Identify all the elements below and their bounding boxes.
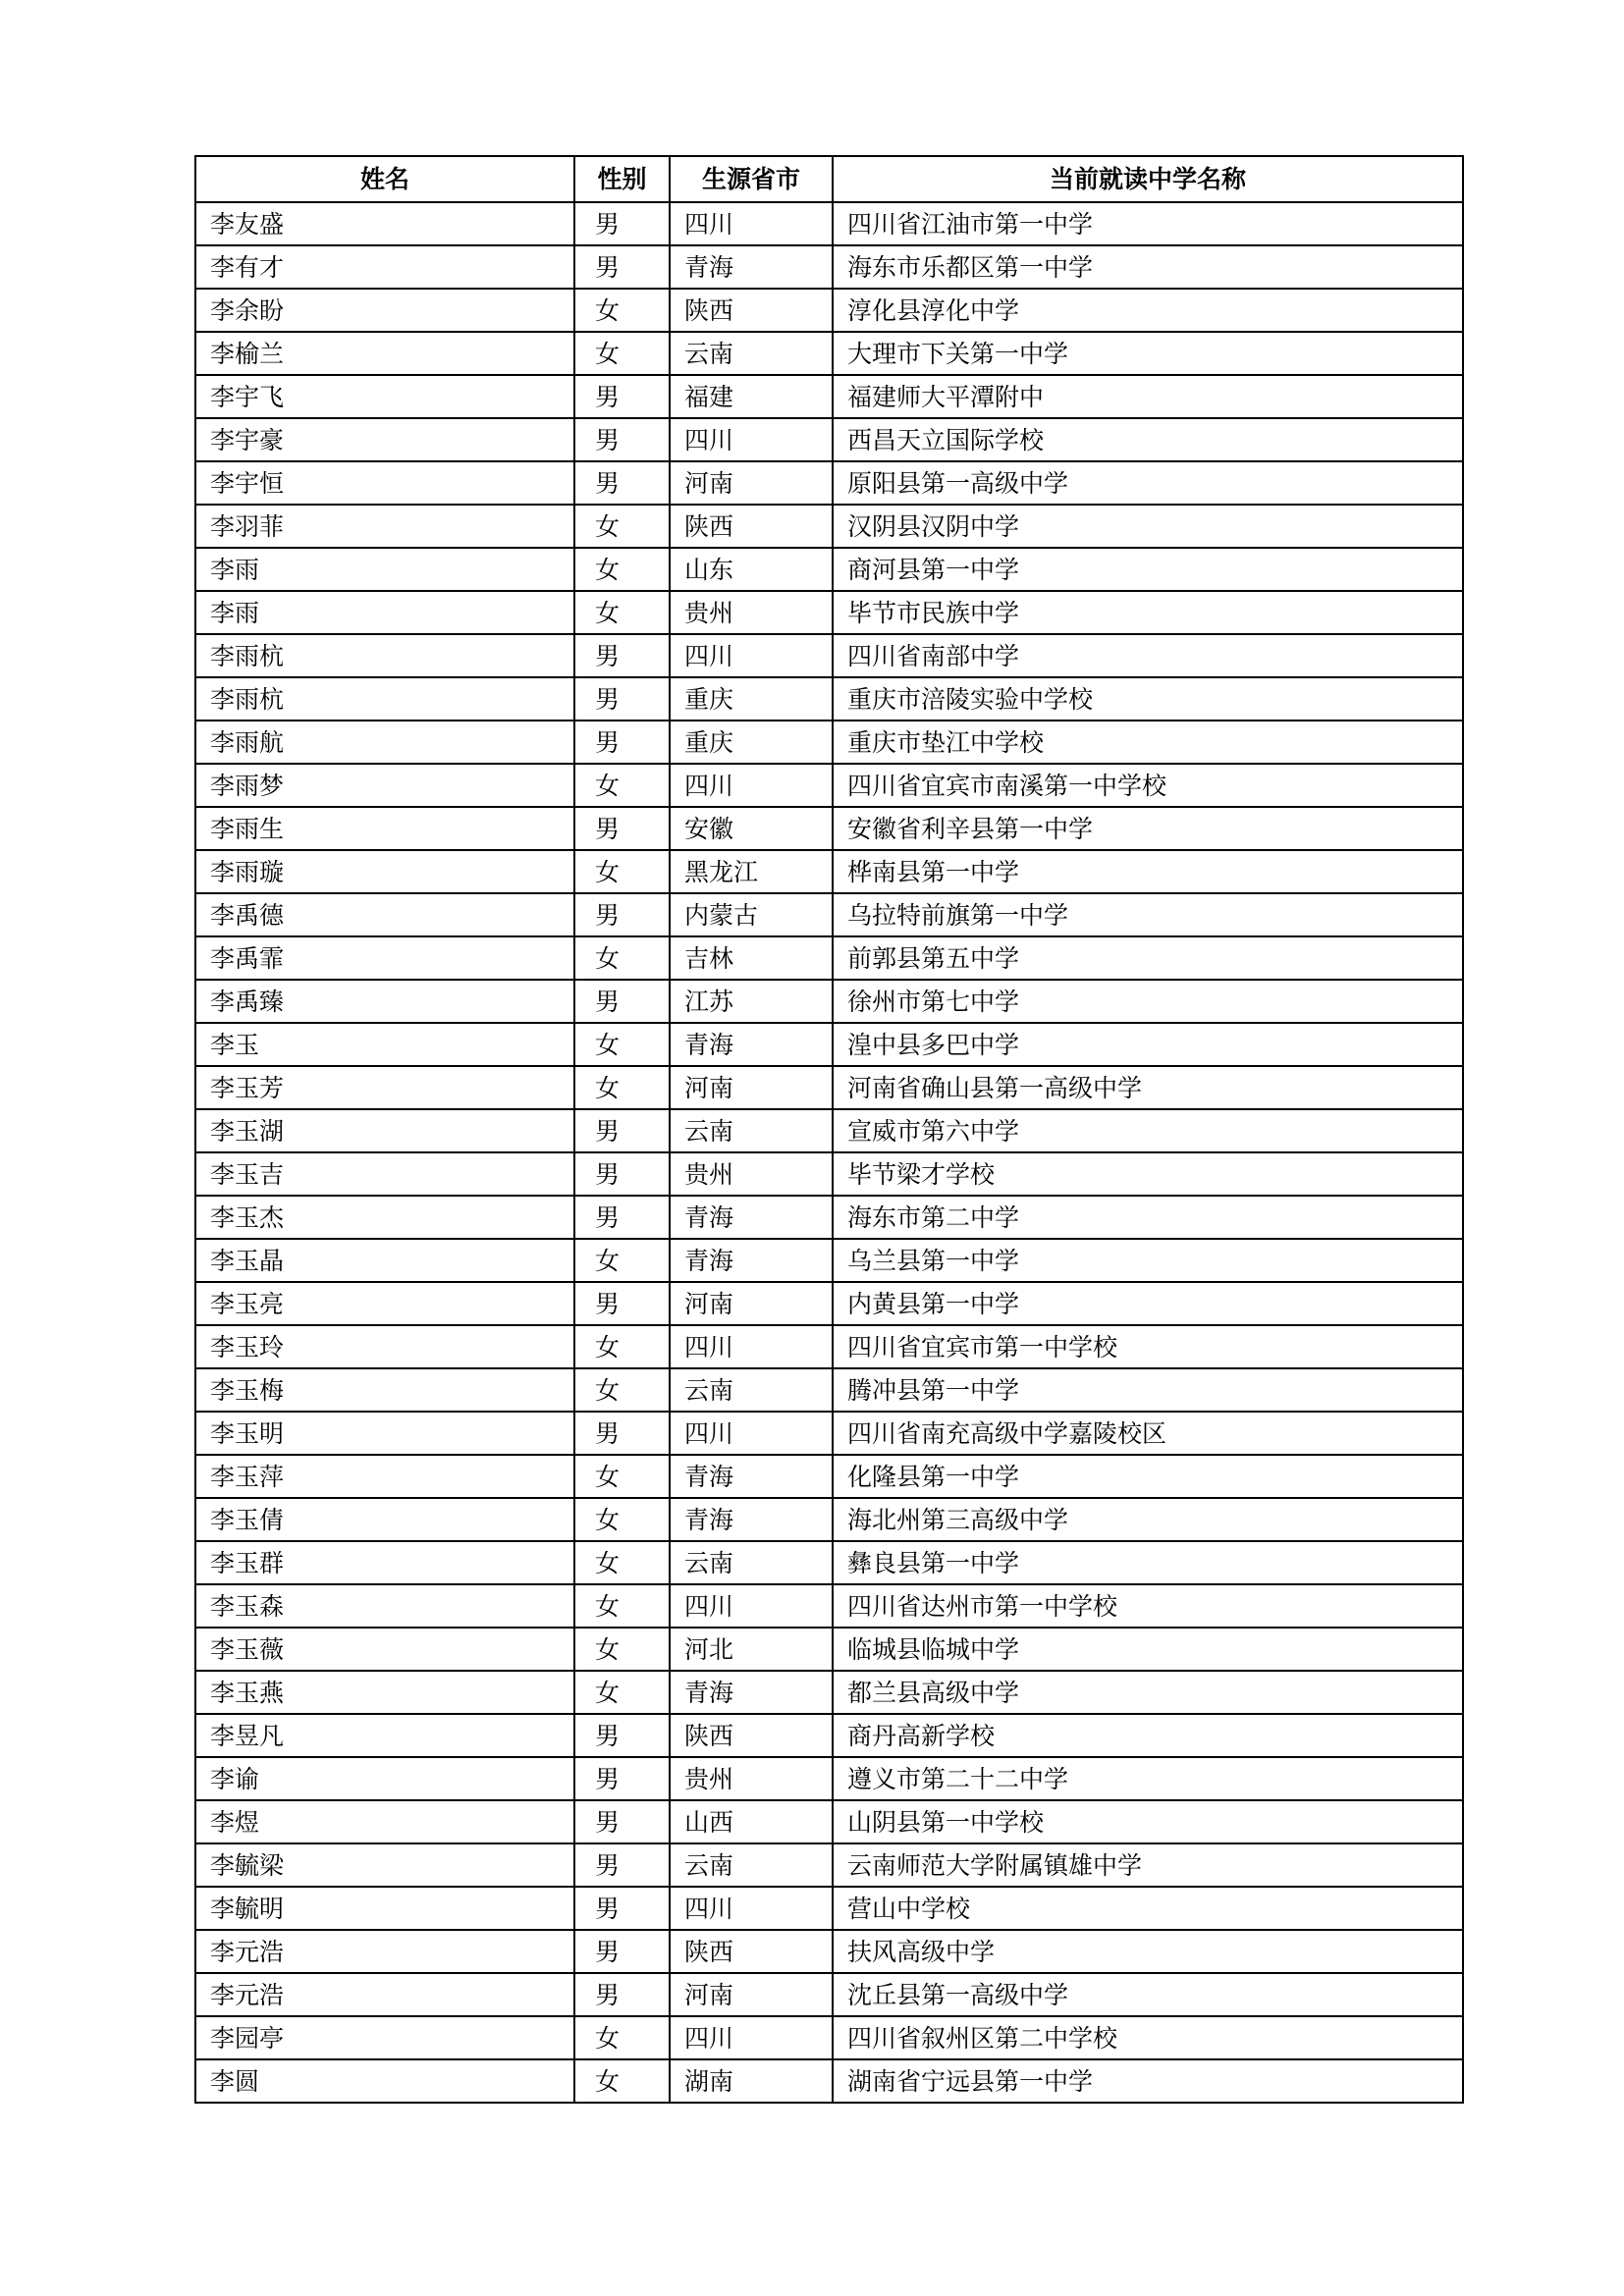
table-row xyxy=(195,1066,1463,1109)
cell-province: 重庆 xyxy=(670,677,833,721)
cell-province: 青海 xyxy=(670,1498,833,1541)
cell-gender: 男 xyxy=(574,1843,670,1887)
cell-province: 内蒙古 xyxy=(670,893,833,936)
cell-province: 安徽 xyxy=(670,807,833,850)
cell-school: 化隆县第一中学 xyxy=(833,1455,1463,1498)
cell-gender: 男 xyxy=(574,1757,670,1800)
cell-province: 陕西 xyxy=(670,289,833,332)
cell-gender: 男 xyxy=(574,893,670,936)
cell-school: 云南师范大学附属镇雄中学 xyxy=(833,1843,1463,1887)
table-row xyxy=(195,548,1463,591)
cell-school: 四川省宜宾市南溪第一中学校 xyxy=(833,764,1463,807)
cell-gender: 女 xyxy=(574,936,670,980)
cell-school: 桦南县第一中学 xyxy=(833,850,1463,893)
cell-school: 沈丘县第一高级中学 xyxy=(833,1973,1463,2016)
cell-school: 毕节梁才学校 xyxy=(833,1152,1463,1196)
cell-school: 海东市第二中学 xyxy=(833,1196,1463,1239)
cell-gender: 男 xyxy=(574,677,670,721)
cell-province: 陕西 xyxy=(670,1714,833,1757)
cell-gender: 女 xyxy=(574,1066,670,1109)
cell-school: 汉阴县汉阴中学 xyxy=(833,505,1463,548)
table-row xyxy=(195,332,1463,375)
cell-school: 四川省南部中学 xyxy=(833,634,1463,677)
cell-school: 原阳县第一高级中学 xyxy=(833,461,1463,505)
cell-name: 李宇豪 xyxy=(195,418,574,461)
cell-school: 乌兰县第一中学 xyxy=(833,1239,1463,1282)
cell-gender: 女 xyxy=(574,850,670,893)
table-row xyxy=(195,1887,1463,1930)
table-row xyxy=(195,1541,1463,1584)
cell-name: 李园亭 xyxy=(195,2016,574,2059)
cell-school: 四川省南充高级中学嘉陵校区 xyxy=(833,1412,1463,1455)
cell-province: 四川 xyxy=(670,1412,833,1455)
cell-school: 商丹高新学校 xyxy=(833,1714,1463,1757)
cell-name: 李友盛 xyxy=(195,202,574,245)
cell-name: 李雨杭 xyxy=(195,677,574,721)
cell-province: 山西 xyxy=(670,1800,833,1843)
cell-province: 陕西 xyxy=(670,1930,833,1973)
cell-name: 李煜 xyxy=(195,1800,574,1843)
cell-name: 李有才 xyxy=(195,245,574,289)
table-row xyxy=(195,1628,1463,1671)
table-row xyxy=(195,289,1463,332)
cell-gender: 男 xyxy=(574,721,670,764)
cell-gender: 女 xyxy=(574,1671,670,1714)
cell-gender: 女 xyxy=(574,1498,670,1541)
cell-school: 扶风高级中学 xyxy=(833,1930,1463,1973)
cell-province: 山东 xyxy=(670,548,833,591)
cell-gender: 女 xyxy=(574,591,670,634)
cell-school: 乌拉特前旗第一中学 xyxy=(833,893,1463,936)
table-row xyxy=(195,1800,1463,1843)
table-row xyxy=(195,505,1463,548)
table-row xyxy=(195,375,1463,418)
cell-name: 李禹德 xyxy=(195,893,574,936)
table-row xyxy=(195,634,1463,677)
cell-province: 河北 xyxy=(670,1628,833,1671)
cell-province: 云南 xyxy=(670,1843,833,1887)
cell-province: 重庆 xyxy=(670,721,833,764)
table-row xyxy=(195,591,1463,634)
cell-gender: 女 xyxy=(574,289,670,332)
cell-gender: 女 xyxy=(574,1455,670,1498)
cell-school: 徐州市第七中学 xyxy=(833,980,1463,1023)
cell-gender: 男 xyxy=(574,418,670,461)
cell-gender: 女 xyxy=(574,1368,670,1412)
cell-province: 云南 xyxy=(670,1368,833,1412)
table-row xyxy=(195,1325,1463,1368)
cell-name: 李玉倩 xyxy=(195,1498,574,1541)
table-row xyxy=(195,1584,1463,1628)
cell-gender: 女 xyxy=(574,505,670,548)
cell-province: 贵州 xyxy=(670,1757,833,1800)
cell-province: 湖南 xyxy=(670,2059,833,2103)
cell-school: 山阴县第一中学校 xyxy=(833,1800,1463,1843)
cell-gender: 男 xyxy=(574,202,670,245)
cell-province: 青海 xyxy=(670,1239,833,1282)
cell-name: 李玉梅 xyxy=(195,1368,574,1412)
cell-province: 江苏 xyxy=(670,980,833,1023)
cell-gender: 女 xyxy=(574,1628,670,1671)
cell-name: 李玉玲 xyxy=(195,1325,574,1368)
cell-school: 大理市下关第一中学 xyxy=(833,332,1463,375)
cell-school: 湖南省宁远县第一中学 xyxy=(833,2059,1463,2103)
table-row xyxy=(195,677,1463,721)
student-table xyxy=(194,155,1464,2104)
cell-gender: 男 xyxy=(574,1800,670,1843)
header-province: 生源省市 xyxy=(670,156,833,202)
cell-gender: 男 xyxy=(574,1152,670,1196)
cell-gender: 男 xyxy=(574,1973,670,2016)
cell-province: 青海 xyxy=(670,1196,833,1239)
cell-province: 云南 xyxy=(670,1109,833,1152)
cell-gender: 女 xyxy=(574,2016,670,2059)
cell-gender: 男 xyxy=(574,1109,670,1152)
cell-province: 四川 xyxy=(670,634,833,677)
cell-province: 河南 xyxy=(670,461,833,505)
cell-school: 宣威市第六中学 xyxy=(833,1109,1463,1152)
table-row xyxy=(195,1412,1463,1455)
cell-name: 李玉 xyxy=(195,1023,574,1066)
cell-name: 李榆兰 xyxy=(195,332,574,375)
cell-school: 四川省叙州区第二中学校 xyxy=(833,2016,1463,2059)
cell-province: 云南 xyxy=(670,332,833,375)
cell-name: 李玉燕 xyxy=(195,1671,574,1714)
cell-name: 李雨璇 xyxy=(195,850,574,893)
table-row xyxy=(195,850,1463,893)
cell-name: 李玉芳 xyxy=(195,1066,574,1109)
table-row xyxy=(195,807,1463,850)
cell-school: 商河县第一中学 xyxy=(833,548,1463,591)
cell-school: 遵义市第二十二中学 xyxy=(833,1757,1463,1800)
cell-gender: 男 xyxy=(574,1930,670,1973)
cell-province: 河南 xyxy=(670,1973,833,2016)
cell-gender: 男 xyxy=(574,1412,670,1455)
cell-province: 四川 xyxy=(670,202,833,245)
cell-gender: 女 xyxy=(574,1584,670,1628)
cell-school: 福建师大平潭附中 xyxy=(833,375,1463,418)
cell-school: 安徽省利辛县第一中学 xyxy=(833,807,1463,850)
cell-school: 湟中县多巴中学 xyxy=(833,1023,1463,1066)
cell-province: 贵州 xyxy=(670,1152,833,1196)
cell-name: 李玉明 xyxy=(195,1412,574,1455)
cell-school: 海北州第三高级中学 xyxy=(833,1498,1463,1541)
table-row xyxy=(195,980,1463,1023)
cell-province: 青海 xyxy=(670,245,833,289)
cell-school: 重庆市垫江中学校 xyxy=(833,721,1463,764)
cell-gender: 男 xyxy=(574,1887,670,1930)
cell-gender: 女 xyxy=(574,332,670,375)
cell-province: 河南 xyxy=(670,1066,833,1109)
cell-name: 李玉晶 xyxy=(195,1239,574,1282)
cell-name: 李雨航 xyxy=(195,721,574,764)
table-row xyxy=(195,1757,1463,1800)
cell-province: 黑龙江 xyxy=(670,850,833,893)
table-row xyxy=(195,1843,1463,1887)
table-row xyxy=(195,461,1463,505)
cell-province: 青海 xyxy=(670,1671,833,1714)
cell-gender: 男 xyxy=(574,1282,670,1325)
cell-gender: 男 xyxy=(574,634,670,677)
cell-province: 四川 xyxy=(670,418,833,461)
cell-name: 李余盼 xyxy=(195,289,574,332)
cell-name: 李雨生 xyxy=(195,807,574,850)
cell-name: 李雨杭 xyxy=(195,634,574,677)
cell-gender: 男 xyxy=(574,245,670,289)
cell-name: 李玉亮 xyxy=(195,1282,574,1325)
cell-school: 都兰县高级中学 xyxy=(833,1671,1463,1714)
cell-school: 淳化县淳化中学 xyxy=(833,289,1463,332)
table-row xyxy=(195,764,1463,807)
cell-province: 吉林 xyxy=(670,936,833,980)
cell-gender: 男 xyxy=(574,807,670,850)
cell-school: 毕节市民族中学 xyxy=(833,591,1463,634)
cell-name: 李圆 xyxy=(195,2059,574,2103)
cell-name: 李元浩 xyxy=(195,1930,574,1973)
cell-name: 李雨 xyxy=(195,548,574,591)
cell-province: 四川 xyxy=(670,2016,833,2059)
cell-gender: 女 xyxy=(574,764,670,807)
cell-province: 四川 xyxy=(670,1887,833,1930)
header-gender: 性别 xyxy=(574,156,670,202)
cell-province: 陕西 xyxy=(670,505,833,548)
cell-name: 李昱凡 xyxy=(195,1714,574,1757)
cell-name: 李谕 xyxy=(195,1757,574,1800)
cell-name: 李宇恒 xyxy=(195,461,574,505)
header-name: 姓名 xyxy=(195,156,574,202)
table-row xyxy=(195,2059,1463,2103)
cell-name: 李玉薇 xyxy=(195,1628,574,1671)
cell-school: 营山中学校 xyxy=(833,1887,1463,1930)
cell-gender: 男 xyxy=(574,461,670,505)
cell-school: 内黄县第一中学 xyxy=(833,1282,1463,1325)
cell-gender: 男 xyxy=(574,1714,670,1757)
table-row xyxy=(195,1196,1463,1239)
cell-school: 前郭县第五中学 xyxy=(833,936,1463,980)
cell-province: 云南 xyxy=(670,1541,833,1584)
cell-name: 李玉森 xyxy=(195,1584,574,1628)
cell-name: 李玉湖 xyxy=(195,1109,574,1152)
cell-name: 李禹臻 xyxy=(195,980,574,1023)
cell-gender: 女 xyxy=(574,1023,670,1066)
table-row xyxy=(195,1282,1463,1325)
cell-school: 四川省江油市第一中学 xyxy=(833,202,1463,245)
cell-gender: 男 xyxy=(574,980,670,1023)
table-row xyxy=(195,245,1463,289)
cell-province: 青海 xyxy=(670,1023,833,1066)
table-row xyxy=(195,1109,1463,1152)
table-row xyxy=(195,2016,1463,2059)
table-row xyxy=(195,893,1463,936)
cell-gender: 男 xyxy=(574,375,670,418)
cell-school: 重庆市涪陵实验中学校 xyxy=(833,677,1463,721)
table-row xyxy=(195,936,1463,980)
cell-province: 青海 xyxy=(670,1455,833,1498)
cell-province: 四川 xyxy=(670,1325,833,1368)
cell-gender: 女 xyxy=(574,2059,670,2103)
cell-province: 福建 xyxy=(670,375,833,418)
cell-school: 西昌天立国际学校 xyxy=(833,418,1463,461)
cell-gender: 男 xyxy=(574,1196,670,1239)
cell-name: 李毓明 xyxy=(195,1887,574,1930)
cell-gender: 女 xyxy=(574,1325,670,1368)
cell-school: 临城县临城中学 xyxy=(833,1628,1463,1671)
cell-province: 四川 xyxy=(670,1584,833,1628)
cell-school: 彝良县第一中学 xyxy=(833,1541,1463,1584)
table-header-row xyxy=(195,156,1463,202)
table-row xyxy=(195,202,1463,245)
table-row xyxy=(195,1930,1463,1973)
table-row xyxy=(195,1498,1463,1541)
cell-province: 四川 xyxy=(670,764,833,807)
cell-name: 李玉吉 xyxy=(195,1152,574,1196)
cell-school: 四川省宜宾市第一中学校 xyxy=(833,1325,1463,1368)
cell-name: 李元浩 xyxy=(195,1973,574,2016)
cell-name: 李毓梁 xyxy=(195,1843,574,1887)
cell-name: 李玉群 xyxy=(195,1541,574,1584)
cell-school: 海东市乐都区第一中学 xyxy=(833,245,1463,289)
cell-name: 李羽菲 xyxy=(195,505,574,548)
table-row xyxy=(195,1368,1463,1412)
table-row xyxy=(195,1973,1463,2016)
cell-name: 李雨 xyxy=(195,591,574,634)
cell-name: 李玉萍 xyxy=(195,1455,574,1498)
cell-gender: 女 xyxy=(574,1541,670,1584)
cell-province: 贵州 xyxy=(670,591,833,634)
cell-gender: 女 xyxy=(574,1239,670,1282)
cell-school: 四川省达州市第一中学校 xyxy=(833,1584,1463,1628)
table-row xyxy=(195,1714,1463,1757)
table-row xyxy=(195,1239,1463,1282)
table-row xyxy=(195,1455,1463,1498)
table-row xyxy=(195,1152,1463,1196)
table-row xyxy=(195,721,1463,764)
cell-name: 李雨梦 xyxy=(195,764,574,807)
cell-name: 李玉杰 xyxy=(195,1196,574,1239)
table-row xyxy=(195,1023,1463,1066)
cell-name: 李禹霏 xyxy=(195,936,574,980)
cell-school: 腾冲县第一中学 xyxy=(833,1368,1463,1412)
cell-name: 李宇飞 xyxy=(195,375,574,418)
cell-gender: 女 xyxy=(574,548,670,591)
table-row xyxy=(195,418,1463,461)
table-row xyxy=(195,1671,1463,1714)
cell-school: 河南省确山县第一高级中学 xyxy=(833,1066,1463,1109)
cell-province: 河南 xyxy=(670,1282,833,1325)
header-school: 当前就读中学名称 xyxy=(833,156,1463,202)
